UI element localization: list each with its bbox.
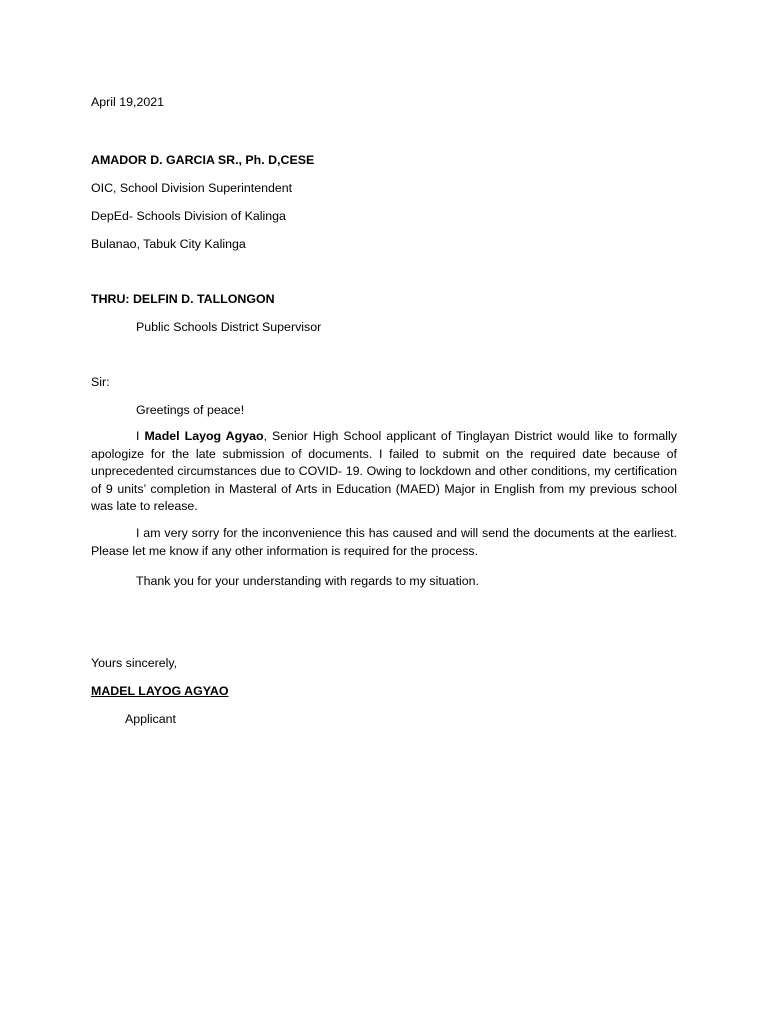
thru-line: THRU: DELFIN D. TALLONGON (91, 292, 275, 306)
body-paragraph-2: I am very sorry for the inconvenience this has caused and will send the documents at the earliest. Please let me know if any other information is required for the process. (91, 526, 677, 558)
letter-date: April 19,2021 (91, 95, 165, 109)
greeting: Greetings of peace! (136, 403, 245, 417)
closing: Yours sincerely, (91, 656, 178, 670)
body-paragraph-1 (91, 428, 677, 516)
recipient-office: DepEd- Schools Division of Kalinga (91, 209, 286, 223)
body-paragraph-1-text: , Senior High School applicant of Tinglayan District would like to formally apologize for the late submission of documents. I failed to submit on the required date because of unprecedented circumstances due to COVID- 19. Owing to lockdown and other conditions, my certification of 9 units’ completion in Masteral of Arts in Education (MAED) Major in English from my previous school was late to release. (91, 429, 678, 513)
recipient-address: Bulanao, Tabuk City Kalinga (91, 237, 246, 251)
letter-page (91, 0, 677, 1024)
signer-name: MADEL LAYOG AGYAO (91, 684, 229, 698)
applicant-name-inline: Madel Layog Agyao (144, 429, 264, 443)
signer-title: Applicant (125, 712, 176, 726)
body-paragraph-1-prefix: I (136, 429, 145, 443)
body-paragraph-3: Thank you for your understanding with regards to my situation. (136, 574, 479, 588)
recipient-title: OIC, School Division Superintendent (91, 181, 293, 195)
recipient-name: AMADOR D. GARCIA SR., Ph. D,CESE (91, 153, 315, 167)
salutation: Sir: (91, 375, 110, 389)
thru-title: Public Schools District Supervisor (136, 320, 322, 334)
